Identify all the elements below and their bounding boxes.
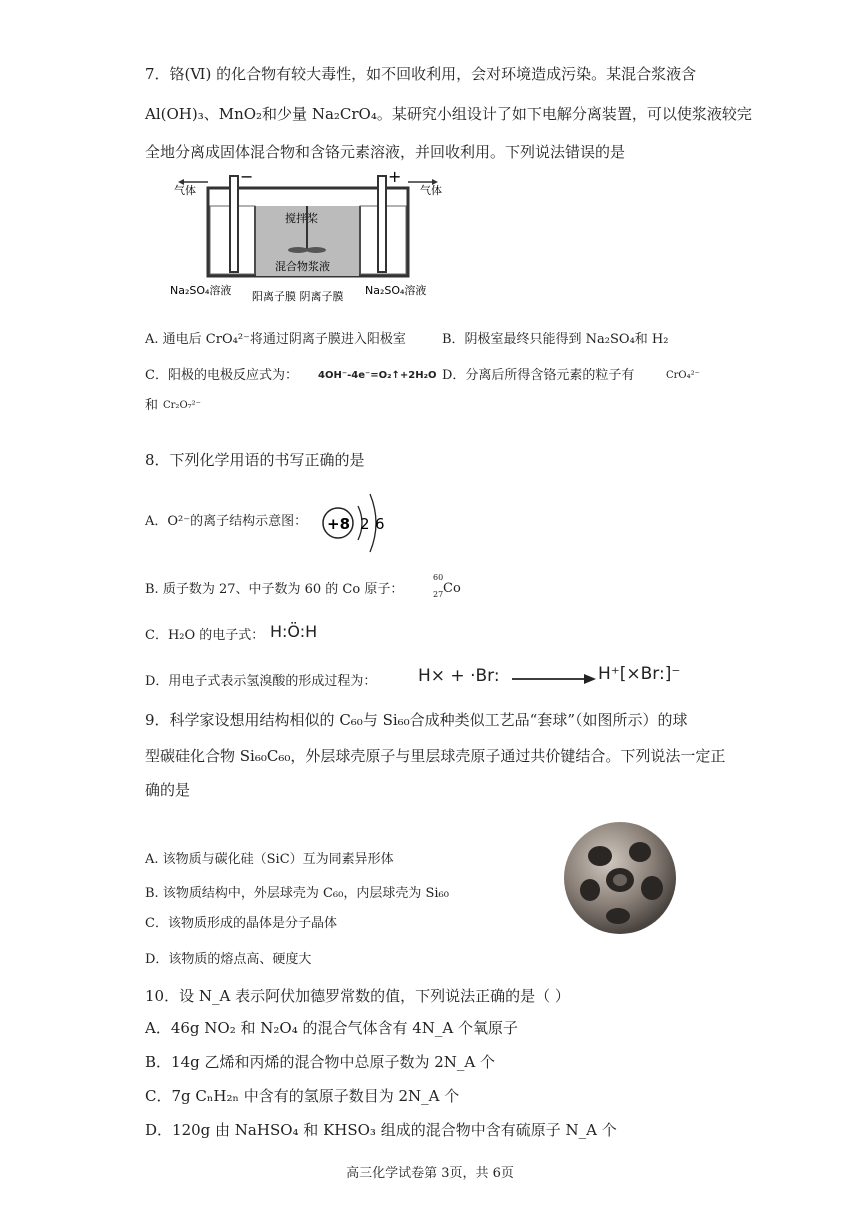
q7-option-d-and: 和 bbox=[145, 398, 159, 413]
nested-ball-image bbox=[560, 818, 680, 938]
shell1-electrons: 2 bbox=[360, 515, 370, 533]
q10-option-a: A．46g NO₂ 和 N₂O₄ 的混合气体含有 4N_A 个氧原子 bbox=[145, 1019, 519, 1037]
sol-left-label: Na₂SO₄溶液 bbox=[170, 284, 232, 297]
electrolysis-diagram bbox=[170, 170, 450, 305]
q7-option-a: A. 通电后 CrO₄²⁻将通过阴离子膜进入阳极室 bbox=[145, 332, 406, 347]
q10-option-b: B．14g 乙烯和丙烯的混合物中总原子数为 2N_A 个 bbox=[145, 1053, 496, 1071]
q7-option-d-ion2: Cr₂O₇²⁻ bbox=[163, 400, 201, 411]
q8-stem: 8．下列化学用语的书写正确的是 bbox=[145, 451, 365, 469]
q9-option-c: C．该物质形成的晶体是分子晶体 bbox=[145, 916, 337, 931]
q7-stem-line1: 7．铬(Ⅵ) 的化合物有较大毒性，如不回收利用，会对环境造成污染。某混合浆液含 bbox=[145, 65, 697, 83]
q8-option-d: D．用电子式表示氢溴酸的形成过程为： bbox=[145, 674, 377, 689]
co-symbol: Co bbox=[443, 581, 461, 596]
gas-left-label: 气体 bbox=[174, 184, 196, 197]
co-atomic-number: 27 bbox=[433, 590, 444, 599]
membrane-labels: 阳离子膜 阴离子膜 bbox=[252, 290, 344, 303]
slurry-label: 混合物浆液 bbox=[275, 260, 330, 273]
q8-option-a: A．O²⁻的离子结构示意图： bbox=[145, 514, 308, 529]
q7-stem-line3: 全地分离成固体混合物和含铬元素溶液，并回收利用。下列说法错误的是 bbox=[145, 143, 626, 161]
q9-option-d: D．该物质的熔点高、硬度大 bbox=[145, 952, 312, 967]
nucleus-charge: +8 bbox=[327, 515, 351, 533]
q10-stem: 10．设 N_A 表示阿伏加德罗常数的值，下列说法正确的是（ ） bbox=[145, 987, 570, 1005]
q9-option-b: B. 该物质结构中，外层球壳为 C₆₀，内层球壳为 Si₆₀ bbox=[145, 886, 449, 901]
gas-right-label: 气体 bbox=[420, 184, 442, 197]
sol-right-label: Na₂SO₄溶液 bbox=[365, 284, 427, 297]
co-mass-number: 60 bbox=[433, 573, 444, 582]
q9-stem-line3: 确的是 bbox=[145, 781, 191, 799]
q8-option-c: C．H₂O 的电子式： bbox=[145, 628, 265, 643]
q7-option-d: D．分离后所得含铬元素的粒子有 bbox=[442, 368, 635, 383]
stirrer-label: 搅拌桨 bbox=[285, 212, 318, 225]
q7-stem-line2: Al(OH)₃、MnO₂和少量 Na₂CrO₄。某研究小组设计了如下电解分离装置，可以使浆液较完 bbox=[145, 105, 752, 123]
q7-option-b: B．阴极室最终只能得到 Na₂SO₄和 H₂ bbox=[442, 332, 669, 347]
reaction-arrow-icon bbox=[512, 672, 596, 686]
water-electron-formula: H:Ö:H bbox=[270, 622, 318, 641]
q9-stem-line1: 9．科学家设想用结构相似的 C₆₀与 Si₆₀合成种类似工艺品“套球”（如图所示）的球 bbox=[145, 711, 688, 729]
page-footer: 高三化学试卷第 3页，共 6页 bbox=[346, 1166, 514, 1181]
shell2-electrons: 6 bbox=[375, 515, 385, 533]
q9-stem-line2: 型碳硅化合物 Si₆₀C₆₀，外层球壳原子与里层球壳原子通过共价键结合。下列说法一定正 bbox=[145, 747, 726, 765]
q10-option-d: D．120g 由 NaHSO₄ 和 KHSO₃ 组成的混合物中含有硫原子 N_A 个 bbox=[145, 1121, 617, 1139]
cathode-sign: − bbox=[240, 170, 254, 186]
anode-sign: + bbox=[388, 170, 402, 186]
q10-option-c: C．7g CₙH₂ₙ 中含有的氢原子数目为 2N_A 个 bbox=[145, 1087, 460, 1105]
ion-structure-diagram bbox=[320, 488, 390, 558]
q9-option-a: A. 该物质与碳化硅（SiC）互为同素异形体 bbox=[145, 852, 394, 867]
q7-option-d-ion1: CrO₄²⁻ bbox=[666, 370, 700, 381]
q7-option-c: C．阳极的电极反应式为： bbox=[145, 368, 298, 383]
q7-option-c-equation: 4OH⁻-4e⁻=O₂↑+2H₂O bbox=[318, 370, 437, 381]
hbr-product: H⁺[×Br:]⁻ bbox=[598, 664, 681, 684]
q8-option-b: B. 质子数为 27、中子数为 60 的 Co 原子： bbox=[145, 582, 404, 597]
hbr-reactants: H× + ·Br: bbox=[418, 666, 500, 686]
